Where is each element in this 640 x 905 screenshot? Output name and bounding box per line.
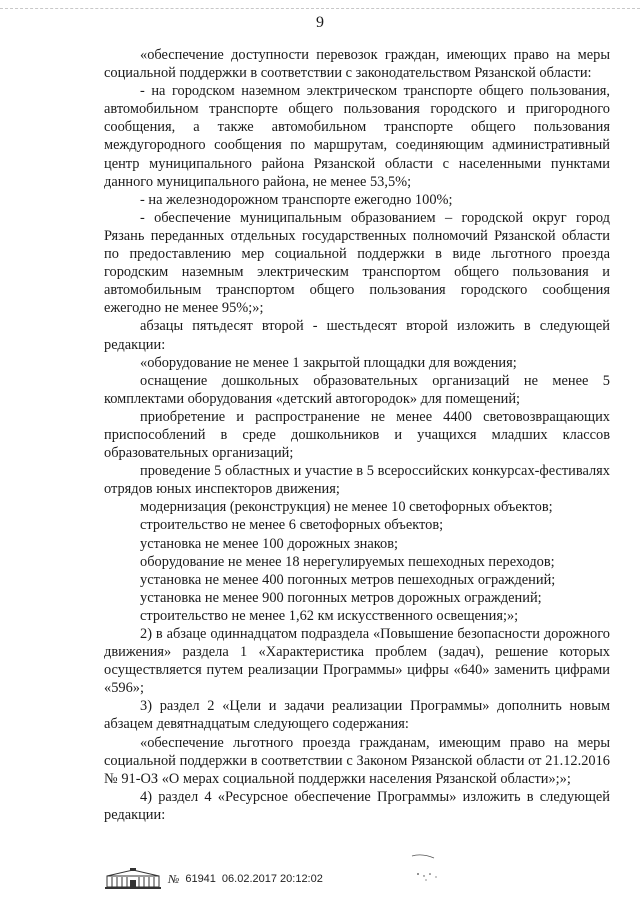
paragraph: 4) раздел 4 «Ресурсное обеспечение Программы» изложить в следующей редакции: [104,788,610,823]
paragraph: - на железнодорожном транспорте ежегодно 100%; [140,191,453,208]
registration-number: 61941 [185,873,216,885]
paragraph: оснащение дошкольных образовательных организаций не менее 5 комплектами оборудования «детский автогородок» для помещений; [104,372,610,407]
registration-datetime: 06.02.2017 20:12:02 [221,873,323,885]
paragraph: установка не менее 100 дорожных знаков; [140,535,398,552]
paragraph: оборудование не менее 18 нерегулируемых пешеходных переходов; [140,553,555,570]
paragraph: 3) раздел 2 «Цели и задачи реализации Программы» дополнить новым абзацем девятнадцатым следующего содержания: [104,698,610,733]
registration-footer [104,866,323,892]
paragraph: «обеспечение льготного проезда гражданам, имеющим право на меры социальной поддержки в соответствии с Законом Рязанской области от 21.12.2016 № 91-ОЗ «О мерах социальной поддержки населения Рязанской области»;»; [104,734,610,787]
scan-top-edge [0,8,640,10]
paragraph: проведение 5 областных и участие в 5 всероссийских конкурсах-фестивалях отрядов юных инспекторов движения; [104,463,610,498]
paragraph: - на городском наземном электрическом транспорте общего пользования, автомобильном транспорте общего пользования городского и пригородного сообщения, а также автомобильном транспорте общего пользования междугородного сообщения по маршрутам, соединяющим административный центр муниципального района Рязанской области с населенными пунктами данного муниципального района, не менее 53,5%; [104,83,610,190]
scan-artifact [408,850,448,884]
paragraph: установка не менее 900 погонных метров дорожных ограждений; [140,589,542,606]
page-number: 9 [316,14,324,31]
paragraph: строительство не менее 6 светофорных объектов; [140,517,444,534]
paragraph: строительство не менее 1,62 км искусственного освещения;»; [140,607,519,624]
paragraph: абзацы пятьдесят второй - шестьдесят второй изложить в следующей редакции: [104,318,610,353]
paragraph: «оборудование не менее 1 закрытой площадки для вождения; [140,354,517,371]
number-mark: № [168,871,180,886]
paragraph: - обеспечение муниципальным образованием – городской округ город Рязань переданных отдельных государственных полномочий Рязанской области по предоставлению мер социальной поддержки в виде льготного проезда городским наземным электрическим транспортом общего пользования и автомобильным транспортом общего пользования городского сообщения ежегодно не менее 95%;»; [104,209,610,317]
paragraph: 2) в абзаце одиннадцатом подраздела «Повышение безопасности дорожного движения» раздела 1 «Характеристика проблем (задач), решение которых осуществляется путем реализации Программы» цифры «640» заменить цифрами «596»; [104,626,610,697]
paragraph: установка не менее 400 погонных метров пешеходных ограждений; [140,571,556,588]
paragraph: приобретение и распространение не менее 4400 световозвращающих приспособлений в среде дошкольников и учащихся младших классов образовательных организаций; [104,408,610,462]
paragraph: «обеспечение доступности перевозок граждан, имеющих право на меры социальной поддержки в соответствии с законодательством Рязанской области: [104,47,610,82]
building-emblem-icon [104,868,162,890]
document-body [104,46,610,824]
paragraph: модернизация (реконструкция) не менее 10 светофорных объектов; [140,499,553,516]
